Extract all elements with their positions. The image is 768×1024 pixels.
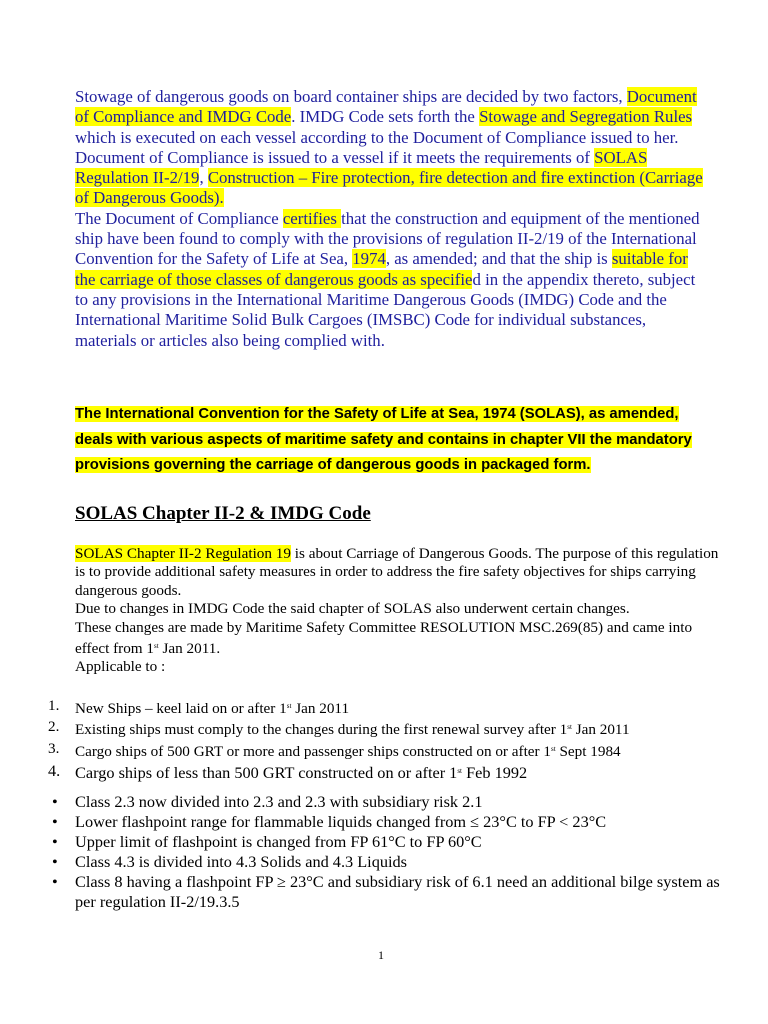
list-item: • Class 8 having a flashpoint FP ≥ 23°C and subsidiary risk of 6.1 need an additional bilge system as per regulation II-2/19.3.5 (52, 872, 720, 911)
intro-paragraph (75, 87, 711, 351)
applicable-label: Applicable to : (75, 658, 166, 676)
bullet-icon: • (52, 812, 58, 831)
list-item: • Upper limit of flashpoint is changed from FP 61°C to FP 60°C (52, 832, 482, 851)
page-number: 1 (378, 948, 384, 962)
bullet-icon: • (52, 792, 58, 811)
intro-paragraph-1: Stowage of dangerous goods on board container ships are decided by two factors, Document of Compliance and IMDG Code. IMDG Code sets forth the Stowage and Segregation Rules which is executed on each vessel according to the Document of Compliance issued to her. Document of Compliance is issued to a vessel if it meets the requirements of SOLAS Regulation II-2/19, Construction – Fire protection, fire detection and fire extinction (Carriage of Dangerous Goods). (75, 87, 703, 208)
section-heading: SOLAS Chapter II-2 & IMDG Code (75, 503, 371, 524)
resolution-paragraph: These changes are made by Maritime Safety Committee RESOLUTION MSC.269(85) and came into effect from 1st Jan 2011. (75, 618, 693, 658)
solas-highlight-block: The International Convention for the Safety of Life at Sea, 1974 (SOLAS), as amended, deals with various aspects of maritime safety and contains in chapter VII the mandatory provisions governing the carriage of dangerous goods in packaged form. (75, 406, 692, 473)
regulation-paragraph: SOLAS Chapter II-2 Regulation 19 is about Carriage of Dangerous Goods. The purpose of this regulation is to provide additional safety measures in order to address the fire safety objectives for ships carrying dangerous goods. (75, 545, 719, 599)
bullet-icon: • (52, 872, 58, 891)
section-body (75, 545, 725, 677)
list-item: 1. New Ships – keel laid on or after 1st Jan 2011 (48, 697, 350, 717)
changes-list (0, 792, 730, 912)
list-item: 3. Cargo ships of 500 GRT or more and passenger ships constructed on or after 1st Sept 1984 (48, 739, 621, 760)
list-item: 4. Cargo ships of less than 500 GRT constructed on or after 1st Feb 1992 (48, 761, 528, 783)
list-item: • Class 4.3 is divided into 4.3 Solids and 4.3 Liquids (52, 852, 407, 871)
changes-paragraph: Due to changes in IMDG Code the said chapter of SOLAS also underwent certain changes. (75, 600, 630, 618)
bullet-icon: • (52, 832, 58, 851)
intro-paragraph-2: The Document of Compliance certifies that the construction and equipment of the mentioned ship have been found to comply with the provisions of regulation II-2/19 of the International Convention for the Safety of Life at Sea, 1974, as amended; and that the ship is suitable for the carriage of those classes of dangerous goods as specified in the appendix thereto, subject to any provisions in the International Maritime Dangerous Goods (IMDG) Code and the International Maritime Solid Bulk Cargoes (IMSBC) Code for individual substances, materials or articles also being complied with. (75, 208, 700, 350)
list-item: 2. Existing ships must comply to the changes during the first renewal survey after 1st Jan 2011 (48, 718, 630, 739)
list-item: • Lower flashpoint range for flammable liquids changed from ≤ 23°C to FP < 23°C (52, 812, 607, 831)
applicable-list (0, 697, 730, 783)
bullet-icon: • (52, 852, 58, 871)
list-item: • Class 2.3 now divided into 2.3 and 2.3 with subsidiary risk 2.1 (52, 792, 483, 811)
